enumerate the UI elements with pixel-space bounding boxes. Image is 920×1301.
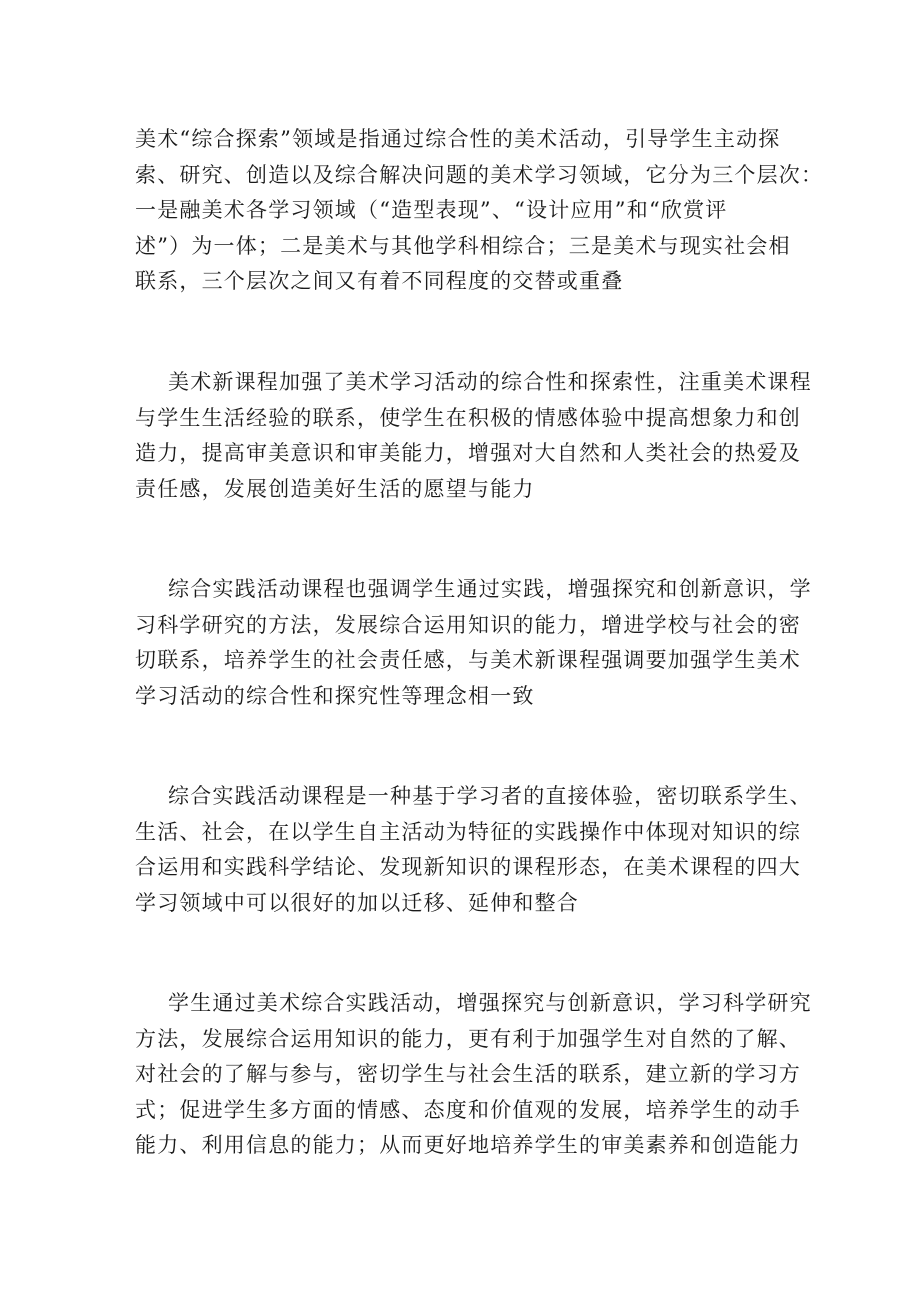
paragraph-line: 合运用和实践科学结论、发现新知识的课程形态，在美术课程的四大 — [135, 855, 801, 879]
paragraph-line: 与学生生活经验的联系，使学生在积极的情感体验中提高想象力和创 — [135, 405, 801, 430]
paragraph-line: 责任感，发展创造美好生活的愿望与能力 — [135, 476, 535, 501]
paragraph-line: 方法，发展综合运用知识的能力，更有利于加强学生对自然的了解、 — [135, 1026, 801, 1051]
paragraph-line: 一是融美术各学习领域（“造型表现”、“设计应用”和“欣赏评 — [135, 198, 728, 222]
paragraph-line: 能力、利用信息的能力；从而更好地培养学生的审美素养和创造能力 — [135, 1133, 801, 1157]
paragraph-line: 习科学研究的方法，发展综合运用知识的能力，增进学校与社会的密 — [135, 612, 801, 637]
paragraph-2 — [135, 365, 812, 507]
paragraph-5 — [135, 986, 812, 1164]
paragraph-line: 综合实践活动课程是一种基于学习者的直接体验，密切联系学生、 — [168, 784, 812, 808]
paragraph-line: 学生通过美术综合实践活动，增强探究与创新意识，学习科学研究 — [168, 991, 812, 1015]
paragraph-line: 式；促进学生多方面的情感、态度和价值观的发展，培养学生的动手 — [135, 1097, 801, 1122]
paragraph-1 — [135, 122, 824, 300]
paragraph-line: 美术新课程加强了美术学习活动的综合性和探索性，注重美术课程 — [168, 370, 812, 394]
paragraph-4 — [135, 779, 812, 921]
paragraph-line: 美术“综合探索”领域是指通过综合性的美术活动，引导学生主动探 — [135, 127, 781, 151]
paragraph-line: 生活、社会，在以学生自主活动为特征的实践操作中体现对知识的综 — [135, 819, 801, 844]
paragraph-line: 学习活动的综合性和探究性等理念相一致 — [135, 683, 535, 708]
paragraph-line: 联系，三个层次之间又有着不同程度的交替或重叠 — [135, 269, 624, 293]
paragraph-3 — [135, 572, 812, 714]
paragraph-line: 索、研究、创造以及综合解决问题的美术学习领域，它分为三个层次： — [135, 162, 824, 187]
paragraph-line: 切联系，培养学生的社会责任感，与美术新课程强调要加强学生美术 — [135, 648, 801, 672]
paragraph-line: 对社会的了解与参与，密切学生与社会生活的联系，建立新的学习方 — [135, 1062, 801, 1086]
paragraph-line: 造力，提高审美意识和审美能力，增强对大自然和人类社会的热爱及 — [135, 441, 801, 465]
paragraph-line: 学习领域中可以很好的加以迁移、延伸和整合 — [135, 890, 579, 915]
paragraph-line: 综合实践活动课程也强调学生通过实践，增强探究和创新意识，学 — [168, 577, 812, 601]
paragraph-line: 述”）为一体；二是美术与其他学科相综合；三是美术与现实社会相 — [135, 233, 791, 258]
